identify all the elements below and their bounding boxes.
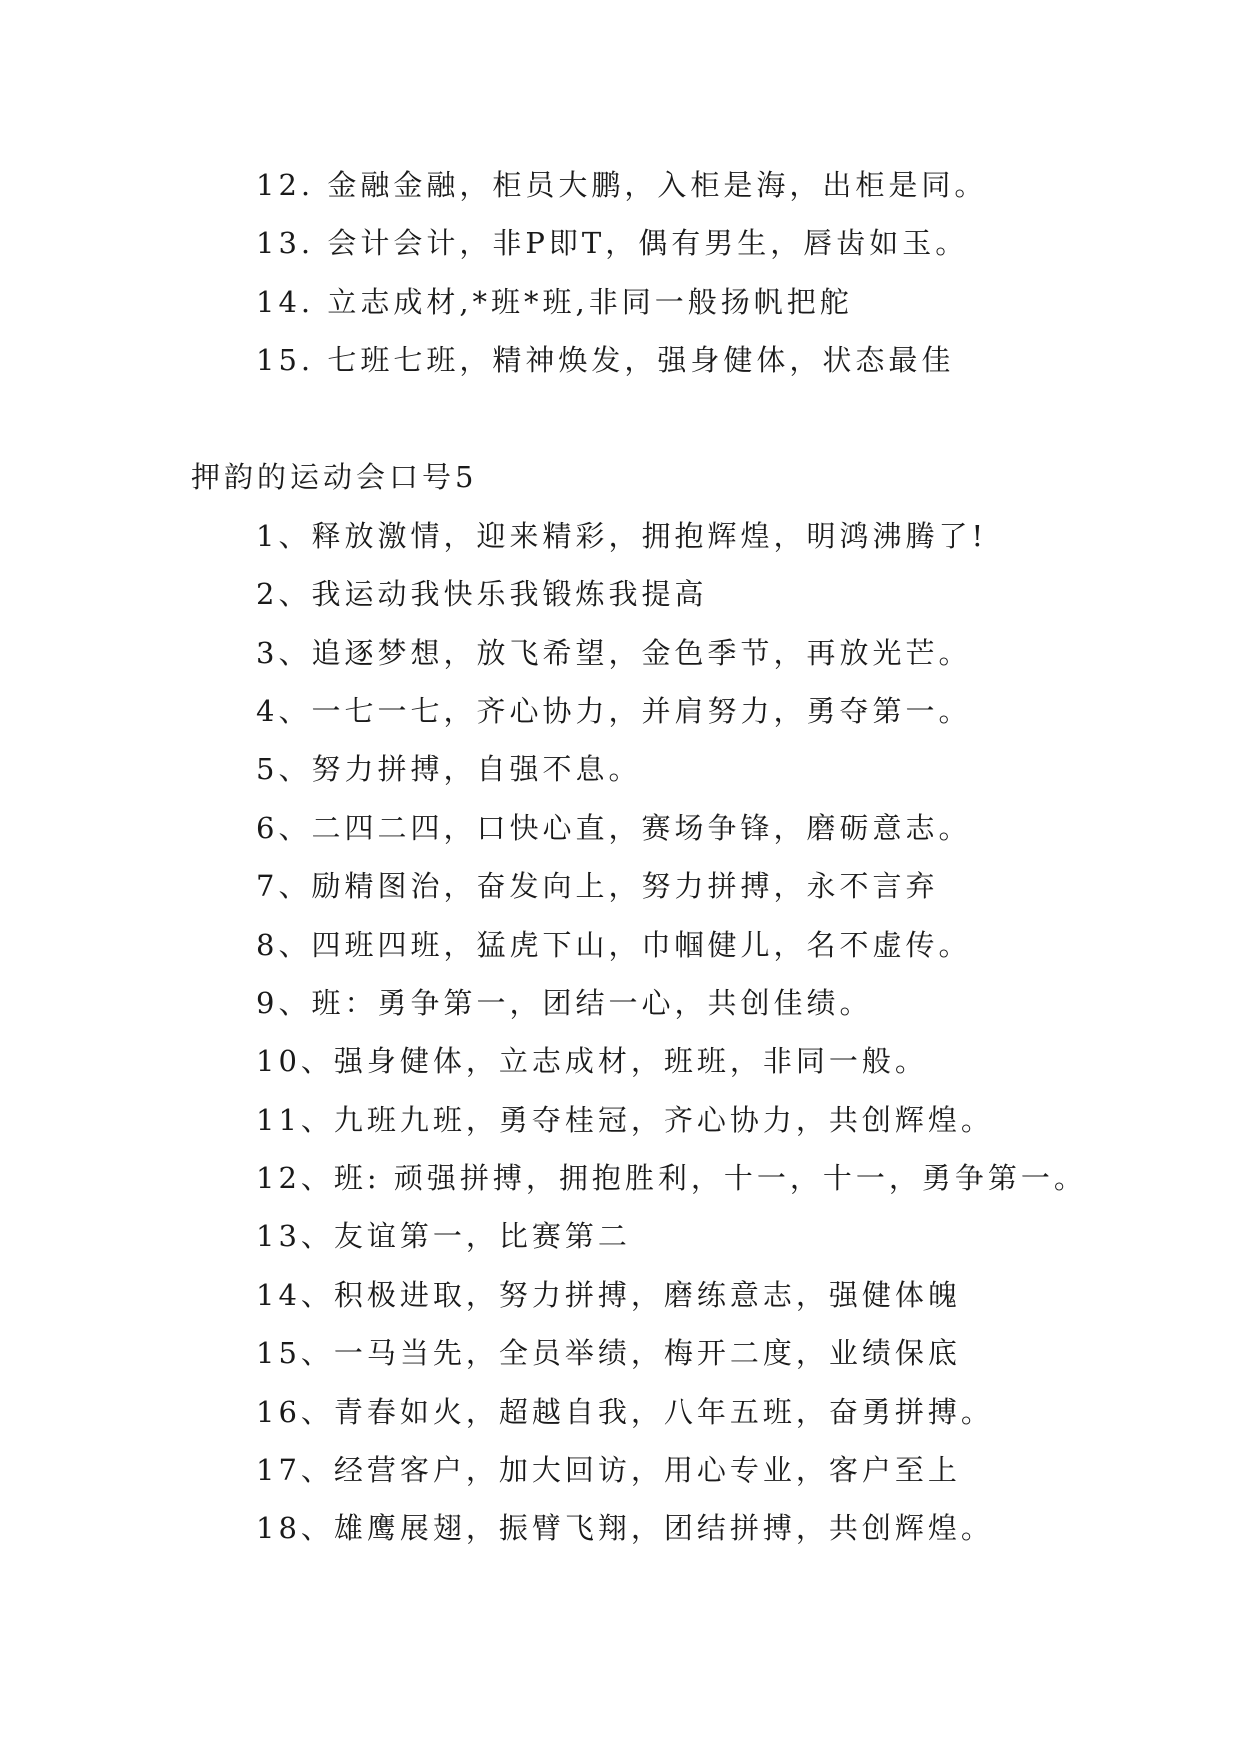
list-item: 3、追逐梦想，放飞希望，金色季节，再放光芒。: [256, 636, 972, 670]
list-item: 8、四班四班，猛虎下山，巾帼健儿，名不虚传。: [256, 928, 972, 962]
list-item: 4、一七一七，齐心协力，并肩努力，勇夺第一。: [256, 694, 972, 728]
list-item: 6、二四二四，口快心直，赛场争锋，磨砺意志。: [256, 811, 972, 845]
list-item: 2、我运动我快乐我锻炼我提高: [256, 577, 708, 611]
list-item: 15. 七班七班，精神焕发，强身健体，状态最佳: [256, 343, 955, 377]
list-item: 7、励精图治，奋发向上，努力拼搏，永不言弃: [256, 869, 939, 903]
list-item: 13、友谊第一，比赛第二: [256, 1219, 631, 1253]
section-heading: 押韵的运动会口号5: [191, 460, 478, 494]
list-item: 12、班: 顽强拼搏，拥抱胜利，十一，十一，勇争第一。: [256, 1161, 1087, 1195]
list-item: 1、释放激情，迎来精彩，拥抱辉煌，明鸿沸腾了!: [256, 519, 988, 553]
list-item: 11、九班九班，勇夺桂冠，齐心协力，共创辉煌。: [256, 1103, 994, 1137]
list-item: 9、班：勇争第一，团结一心，共创佳绩。: [256, 986, 873, 1020]
list-item: 14. 立志成材,*班*班,非同一般扬帆把舵: [256, 285, 853, 319]
list-item: 14、积极进取，努力拼搏，磨练意志，强健体魄: [256, 1278, 961, 1312]
list-item: 15、一马当先，全员举绩，梅开二度，业绩保底: [256, 1336, 961, 1370]
list-item: 12. 金融金融，柜员大鹏，入柜是海，出柜是同。: [256, 168, 988, 202]
list-item: 16、青春如火，超越自我，八年五班，奋勇拼搏。: [256, 1395, 994, 1429]
list-item: 5、努力拼搏，自强不息。: [256, 752, 642, 786]
list-item: 18、雄鹰展翅，振臂飞翔，团结拼搏，共创辉煌。: [256, 1511, 994, 1545]
list-item: 10、强身健体，立志成材，班班，非同一般。: [256, 1044, 928, 1078]
list-item: 17、经营客户，加大回访，用心专业，客户至上: [256, 1453, 961, 1487]
list-item: 13. 会计会计，非P即T，偶有男生，唇齿如玉。: [256, 226, 969, 260]
